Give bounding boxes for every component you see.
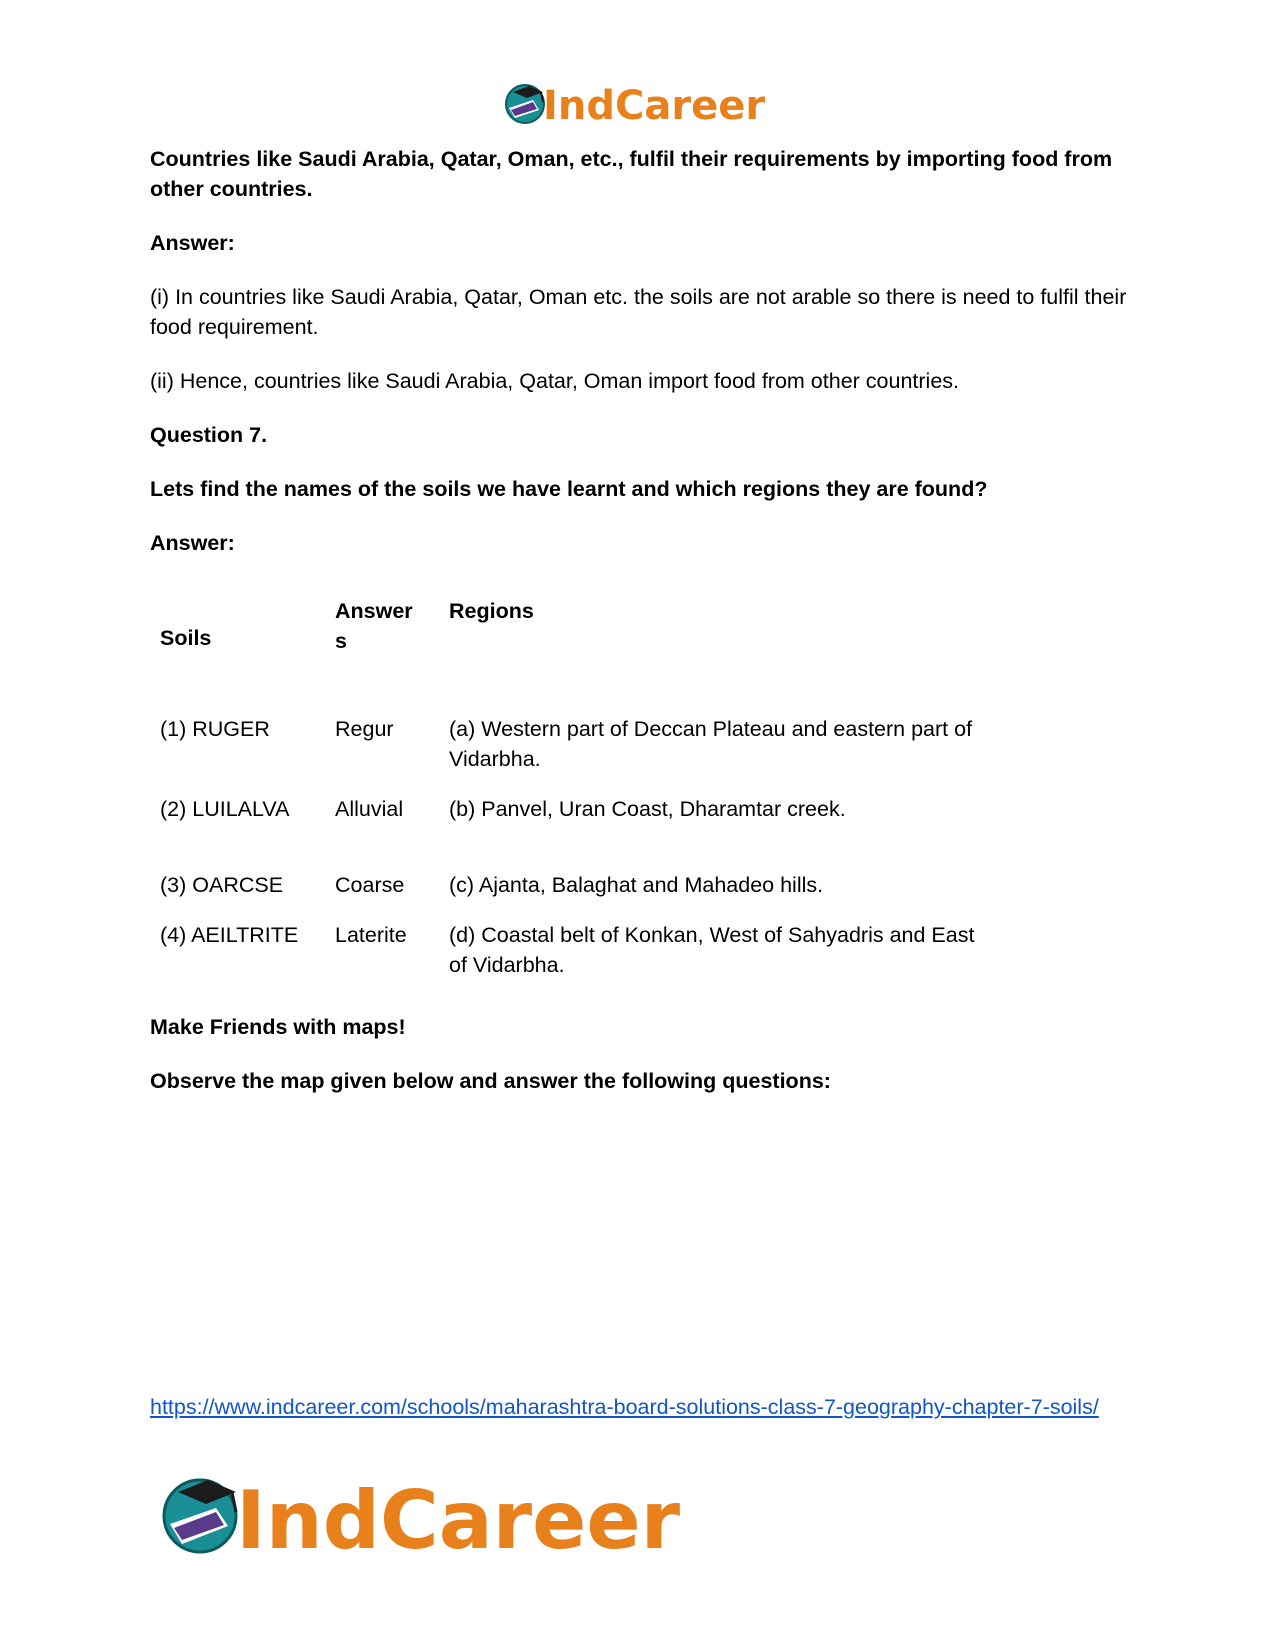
answer-cell: Laterite [335, 923, 407, 947]
answer-cell: Regur [335, 717, 394, 741]
globe-icon [506, 85, 544, 123]
header-logo [503, 80, 783, 128]
soil-cell: (4) AEILTRITE [160, 923, 299, 947]
source-link[interactable]: https://www.indcareer.com/schools/maharashtra-board-solutions-class-7-geography-chapter-7-soils/ [150, 1395, 1099, 1419]
question-text: Lets find the names of the soils we have learnt and which regions they are found? [150, 477, 988, 501]
region-cell: (b) Panvel, Uran Coast, Dharamtar creek. [449, 797, 846, 821]
table-header-row [150, 596, 999, 680]
answer-point-i: (i) In countries like Saudi Arabia, Qatar, Oman etc. the soils are not arable so there is need to fulfil their food requirement. [150, 285, 1127, 339]
soil-table [150, 596, 999, 980]
table-row [150, 774, 999, 824]
table-row [150, 680, 999, 774]
question-number: Question 7. [150, 423, 268, 447]
soil-cell: (1) RUGER [160, 717, 270, 741]
header-logo-text: IndCareer [543, 83, 766, 128]
footer-logo [160, 1470, 700, 1562]
region-cell: (c) Ajanta, Balaghat and Mahadeo hills. [449, 873, 824, 897]
answer-cell: Alluvial [335, 797, 404, 821]
answer-label: Answer: [150, 531, 235, 555]
section-heading: Make Friends with maps! [150, 1015, 406, 1039]
region-cell: (a) Western part of Deccan Plateau and eastern part of Vidarbha. [449, 717, 973, 771]
region-cell: (d) Coastal belt of Konkan, West of Sahyadris and East of Vidarbha. [449, 923, 975, 977]
table-row [150, 900, 999, 980]
question-text: Countries like Saudi Arabia, Qatar, Oman, etc., fulfil their requirements by importing food from other countries. [150, 147, 1113, 201]
soil-cell: (2) LUILALVA [160, 797, 290, 821]
table-row [150, 824, 999, 900]
table-header-soils: Soils [160, 626, 212, 650]
table-header-answers: Answer s [335, 599, 413, 653]
globe-icon [164, 1480, 236, 1552]
soil-cell: (3) OARCSE [160, 873, 284, 897]
footer-logo-text: IndCareer [236, 1474, 681, 1562]
answer-cell: Coarse [335, 873, 405, 897]
document-body [150, 144, 1130, 1120]
answer-label: Answer: [150, 231, 235, 255]
answer-point-ii: (ii) Hence, countries like Saudi Arabia, Qatar, Oman import food from other countries. [150, 369, 960, 393]
table-header-regions: Regions [449, 599, 534, 623]
instruction-text: Observe the map given below and answer the following questions: [150, 1069, 831, 1093]
